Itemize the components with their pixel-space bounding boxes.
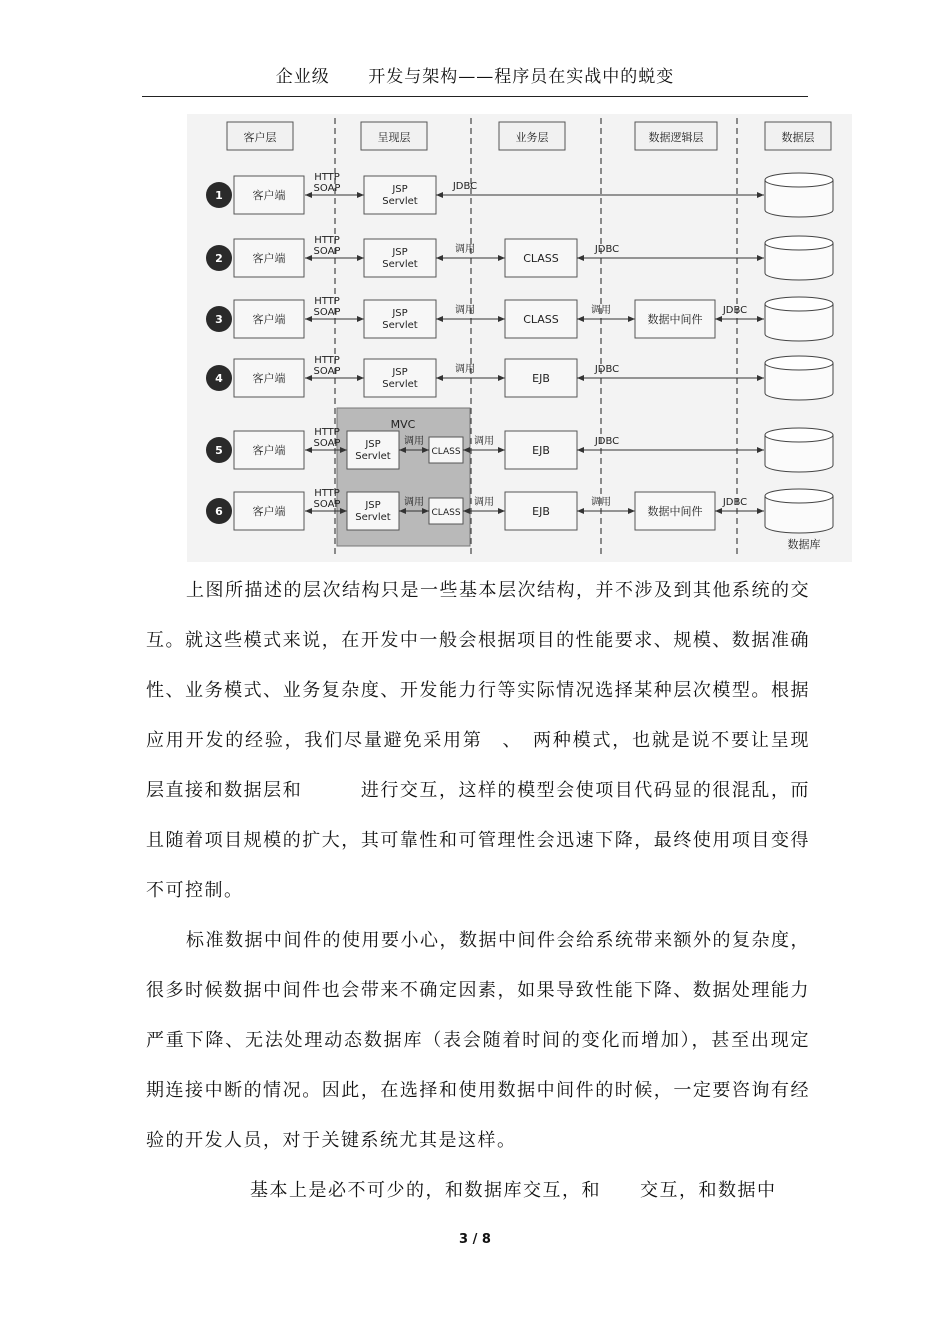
- business-db-arrow-head-right: [757, 447, 764, 453]
- client-jsp-arrow-head-right: [357, 192, 364, 198]
- client-jsp-arrow-head-left: [305, 316, 312, 322]
- paragraph-3: 基本上是必不可少的，和数据库交互，和 交互，和数据中: [250, 1180, 777, 1201]
- layer-header-label: 客户层: [243, 131, 277, 144]
- database-cylinder-top: [765, 173, 833, 187]
- business-db-arrow-head-left: [577, 447, 584, 453]
- presentation-db-arrow-head-right: [757, 192, 764, 198]
- link-label-1: 调用: [474, 436, 494, 447]
- link-label-3: JDBC: [722, 497, 748, 508]
- business-db-arrow-head-left: [577, 375, 584, 381]
- middleware-db-arrow-head-left: [715, 316, 722, 322]
- database-cylinder-top: [765, 489, 833, 503]
- business-label: EJB: [532, 444, 550, 457]
- protocol-http: HTTP: [314, 172, 340, 183]
- client-label: 客户端: [252, 189, 286, 202]
- client-jsp-arrow-head-right: [357, 375, 364, 381]
- link-label-2: JDBC: [594, 436, 620, 447]
- servlet-label: Servlet: [382, 196, 418, 207]
- row-number: 2: [215, 252, 223, 265]
- servlet-label: Servlet: [382, 320, 418, 331]
- row-number: 6: [215, 505, 223, 518]
- client-jsp-arrow-head-left: [305, 508, 312, 514]
- layer-header-label: 业务层: [515, 131, 549, 144]
- mvc-call-label: 调用: [404, 497, 424, 508]
- business-middleware-arrow-head-right: [628, 508, 635, 514]
- business-label: EJB: [532, 505, 550, 518]
- presentation-business-arrow-head-right: [498, 255, 505, 261]
- presentation-business-arrow-head-right: [498, 447, 505, 453]
- client-jsp-arrow-head-left: [305, 255, 312, 261]
- jsp-label: JSP: [365, 439, 381, 450]
- protocol-http: HTTP: [314, 427, 340, 438]
- client-jsp-arrow-head-left: [305, 447, 312, 453]
- middleware-label: 数据中间件: [647, 505, 703, 518]
- protocol-soap: SOAP: [313, 499, 341, 510]
- protocol-http: HTTP: [314, 355, 340, 366]
- business-label: CLASS: [523, 252, 559, 265]
- protocol-soap: SOAP: [313, 438, 341, 449]
- presentation-business-arrow-head-right: [498, 508, 505, 514]
- client-label: 客户端: [252, 372, 286, 385]
- client-jsp-arrow-head-left: [305, 375, 312, 381]
- page-number: 3 / 8: [459, 1232, 491, 1247]
- link-label-1: 调用: [455, 305, 475, 316]
- link-label-1: 调用: [455, 244, 475, 255]
- link-label-1: JDBC: [452, 181, 478, 192]
- client-jsp-arrow-head-left: [305, 192, 312, 198]
- client-label: 客户端: [252, 444, 286, 457]
- client-jsp-arrow-head-right: [357, 255, 364, 261]
- link-label-1: 调用: [474, 497, 494, 508]
- jsp-servlet-box: [347, 492, 399, 530]
- business-db-arrow-head-right: [757, 255, 764, 261]
- business-db-arrow-head-right: [757, 375, 764, 381]
- paragraph-1: 上图所描述的层次结构只是一些基本层次结构，并不涉及到其他系统的交互。就这些模式来说，在开发中一般会根据项目的性能要求、规模、数据准确性、业务模式、业务复杂度、开发能力行等实际情况选择某种层次模型。根据 应用开发的经验，我们尽量避免采用第 、 两种模式，也就是说不要让呈现层直接和数据层和 进行交互，这样的模型会使项目代码显的很混乱，而且随着项目规模的扩大，其可靠性和可管理性会迅速下降，最终使用项目变得不可控制。: [146, 580, 869, 901]
- business-middleware-arrow-head-left: [577, 316, 584, 322]
- database-cylinder-top: [765, 297, 833, 311]
- jsp-label: JSP: [365, 500, 381, 511]
- layer-header-label: 数据层: [781, 131, 815, 144]
- servlet-label: Servlet: [355, 451, 391, 462]
- jsp-servlet-box: [364, 359, 436, 397]
- protocol-soap: SOAP: [313, 366, 341, 377]
- mvc-label: MVC: [390, 418, 416, 431]
- protocol-soap: SOAP: [313, 246, 341, 257]
- mvc-call-label: 调用: [404, 436, 424, 447]
- protocol-http: HTTP: [314, 488, 340, 499]
- protocol-soap: SOAP: [313, 183, 341, 194]
- paragraph-2: 标准数据中间件的使用要小心，数据中间件会给系统带来额外的复杂度，很多时候数据中间件也会带来不确定因素，如果导致性能下降、数据处理能力严重下降、无法处理动态数据库（表会随着时间的变化而增加），甚至出现定期连接中断的情况。因此，在选择和使用数据中间件的时候，一定要咨询有经验的开发人员，对于关键系统尤其是这样。: [146, 930, 810, 1151]
- business-middleware-arrow-head-left: [577, 508, 584, 514]
- link-label-2: JDBC: [594, 244, 620, 255]
- middleware-db-arrow-head-right: [757, 508, 764, 514]
- presentation-business-arrow-head-right: [498, 316, 505, 322]
- presentation-business-arrow-head-left: [436, 255, 443, 261]
- client-jsp-arrow-head-right: [357, 316, 364, 322]
- protocol-http: HTTP: [314, 296, 340, 307]
- presentation-business-arrow-head-left: [436, 375, 443, 381]
- body-text: [146, 566, 869, 1216]
- link-label-1: 调用: [455, 364, 475, 375]
- servlet-label: Servlet: [382, 379, 418, 390]
- row-number: 1: [215, 189, 223, 202]
- jsp-servlet-box: [364, 239, 436, 277]
- database-cylinder-top: [765, 428, 833, 442]
- client-label: 客户端: [252, 505, 286, 518]
- business-middleware-arrow-head-right: [628, 316, 635, 322]
- business-db-arrow-head-left: [577, 255, 584, 261]
- middleware-db-arrow-head-right: [757, 316, 764, 322]
- database-cylinder-top: [765, 236, 833, 250]
- database-label: 数据库: [787, 538, 821, 551]
- link-label-2: 调用: [591, 497, 611, 508]
- servlet-label: Servlet: [355, 512, 391, 523]
- client-label: 客户端: [252, 252, 286, 265]
- jsp-servlet-box: [364, 300, 436, 338]
- business-label: CLASS: [523, 313, 559, 326]
- architecture-diagram: [187, 114, 852, 562]
- database-cylinder-top: [765, 356, 833, 370]
- presentation-business-arrow-head-right: [498, 375, 505, 381]
- jsp-label: JSP: [392, 184, 408, 195]
- middleware-label: 数据中间件: [647, 313, 703, 326]
- presentation-business-arrow-head-left: [436, 316, 443, 322]
- protocol-soap: SOAP: [313, 307, 341, 318]
- link-label-3: JDBC: [722, 305, 748, 316]
- servlet-label: Servlet: [382, 259, 418, 270]
- page-header: [142, 62, 808, 97]
- jsp-label: JSP: [392, 367, 408, 378]
- jsp-label: JSP: [392, 247, 408, 258]
- business-label: EJB: [532, 372, 550, 385]
- layer-header-label: 呈现层: [377, 131, 411, 144]
- client-label: 客户端: [252, 313, 286, 326]
- link-label-2: 调用: [591, 305, 611, 316]
- presentation-db-arrow-head-left: [436, 192, 443, 198]
- mvc-class-label: CLASS: [431, 447, 461, 457]
- middleware-db-arrow-head-left: [715, 508, 722, 514]
- protocol-http: HTTP: [314, 235, 340, 246]
- header-title: 开发与架构——程序员在实战中的蜕变: [368, 67, 675, 87]
- jsp-label: JSP: [392, 308, 408, 319]
- row-number: 3: [215, 313, 223, 326]
- row-number: 5: [215, 444, 223, 457]
- row-number: 4: [215, 372, 223, 385]
- jsp-servlet-box: [347, 431, 399, 469]
- mvc-class-label: CLASS: [431, 508, 461, 518]
- header-left: 企业级: [275, 67, 330, 87]
- jsp-servlet-box: [364, 176, 436, 214]
- layer-header-label: 数据逻辑层: [648, 131, 704, 144]
- link-label-2: JDBC: [594, 364, 620, 375]
